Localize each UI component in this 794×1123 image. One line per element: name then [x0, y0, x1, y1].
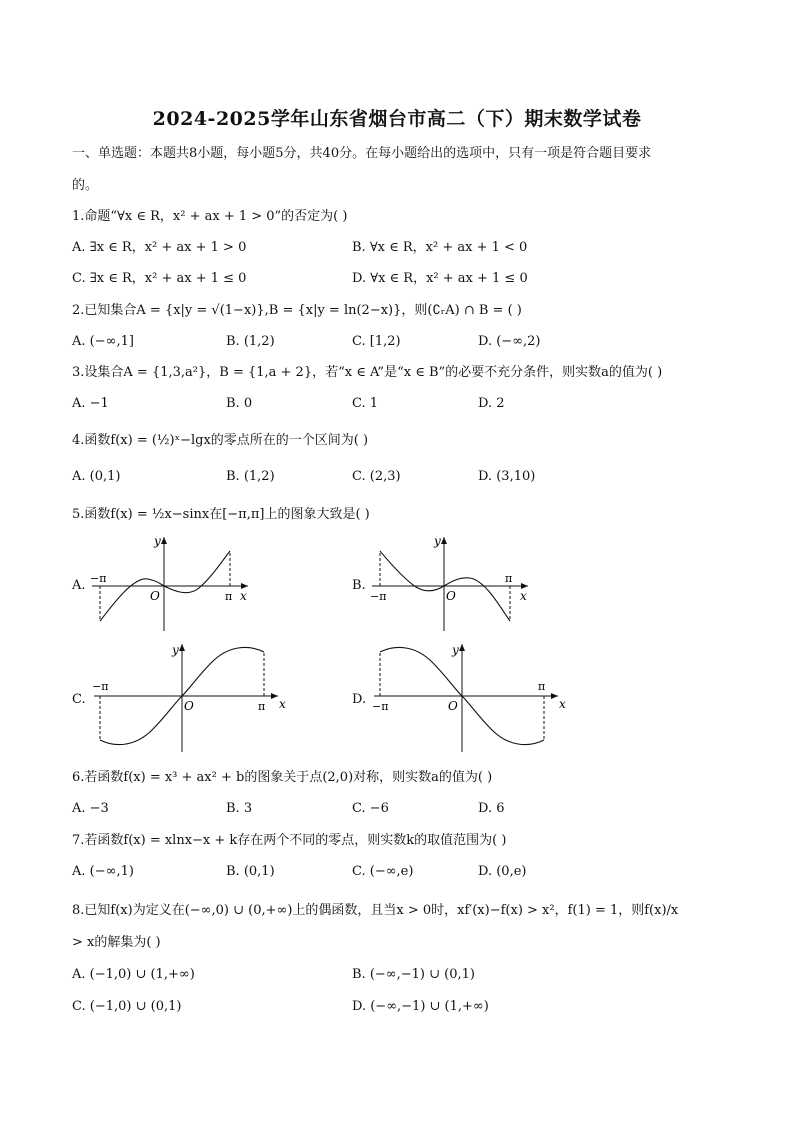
q8-option-b: B. (−∞,−1) ∪ (0,1) [352, 967, 475, 982]
graph-d-neg-pi-tick: −π [372, 700, 389, 713]
q1-option-a: A. ∃x ∈ R，x² + ax + 1 > 0 [72, 240, 247, 255]
graph-b-pi-tick: π [505, 572, 513, 585]
graph-a [84, 533, 254, 633]
q4-option-a: A. (0,1) [72, 469, 121, 484]
graph-b [364, 533, 534, 633]
graph-c-pi-tick: π [258, 700, 266, 713]
graph-a-x-label: x [240, 589, 247, 603]
page-title: 2024-2025学年山东省烟台市高二（下）期末数学试卷 [152, 108, 642, 130]
graph-c-x-label: x [279, 697, 286, 711]
q2-option-b: B. (1,2) [226, 334, 275, 349]
graph-a-origin: O [150, 589, 160, 603]
q7-option-b: B. (0,1) [226, 864, 275, 879]
graph-d [366, 640, 572, 755]
question-1: 1.命题“∀x ∈ R，x² + ax + 1 > 0”的否定为( ) [72, 209, 348, 224]
q4-option-b: B. (1,2) [226, 469, 275, 484]
q6-option-d: D. 6 [478, 801, 505, 816]
question-4: 4.函数f(x) = (½)ˣ−lgx的零点所在的一个区间为( ) [72, 433, 369, 448]
q7-option-a: A. (−∞,1) [72, 864, 134, 879]
q6-option-c: C. −6 [352, 801, 389, 816]
graph-c-label: C. [72, 692, 86, 707]
q3-option-c: C. 1 [352, 396, 379, 411]
graph-c-origin: O [184, 699, 194, 713]
q1-option-d: D. ∀x ∈ R，x² + ax + 1 ≤ 0 [352, 271, 528, 286]
q2-option-a: A. (−∞,1] [72, 334, 134, 349]
q4-option-c: C. (2,3) [352, 469, 401, 484]
q7-option-d: D. (0,e) [478, 864, 527, 879]
graph-d-label: D. [352, 692, 367, 707]
question-5: 5.函数f(x) = ½x−sinx在[−π,π]上的图象大致是( ) [72, 507, 370, 522]
q2-option-c: C. [1,2) [352, 334, 401, 349]
graph-b-x-label: x [520, 589, 527, 603]
graph-b-neg-pi-tick: −π [370, 590, 387, 603]
graph-b-origin: O [446, 589, 456, 603]
question-6: 6.若函数f(x) = x³ + ax² + b的图象关于点(2,0)对称，则实数a的值为( ) [72, 770, 493, 785]
graph-c-y-label: y [172, 643, 179, 657]
question-8-line1: 8.已知f(x)为定义在(−∞,0) ∪ (0,+∞)上的偶函数，且当x > 0时，xf′(x)−f(x) > x²，f(1) = 1，则f(x)/x [72, 903, 679, 918]
question-3: 3.设集合A = {1,3,a²}，B = {1,a + 2}，若“x ∈ A”是“x ∈ B”的必要不充分条件，则实数a的值为( ) [72, 365, 663, 380]
q6-option-b: B. 3 [226, 801, 253, 816]
graph-c [86, 640, 292, 755]
graph-d-origin: O [448, 699, 458, 713]
question-7: 7.若函数f(x) = xlnx−x + k存在两个不同的零点，则实数k的取值范围为( ) [72, 833, 507, 848]
q8-option-d: D. (−∞,−1) ∪ (1,+∞) [352, 999, 489, 1014]
q3-option-b: B. 0 [226, 396, 253, 411]
q6-option-a: A. −3 [72, 801, 109, 816]
graph-a-neg-pi-tick: −π [90, 572, 107, 585]
q8-option-c: C. (−1,0) ∪ (0,1) [72, 999, 182, 1014]
section-instruction-line2: 的。 [72, 178, 99, 193]
question-2: 2.已知集合A = {x|y = √(1−x)},B = {x|y = ln(2−x)}，则(∁ᵣA) ∩ B = ( ) [72, 303, 522, 318]
q7-option-c: C. (−∞,e) [352, 864, 414, 879]
section-instruction-line1: 一、单选题：本题共8小题，每小题5分，共40分。在每小题给出的选项中，只有一项是符合题目要求 [72, 146, 652, 161]
graph-a-pi-tick: π [225, 590, 233, 603]
graph-a-label: A. [72, 578, 86, 593]
graph-b-y-label: y [434, 534, 441, 548]
q3-option-a: A. −1 [72, 396, 109, 411]
graph-a-y-label: y [154, 534, 161, 548]
graph-d-x-label: x [559, 697, 566, 711]
q1-option-c: C. ∃x ∈ R，x² + ax + 1 ≤ 0 [72, 271, 247, 286]
graph-d-pi-tick: π [538, 680, 546, 693]
q1-option-b: B. ∀x ∈ R，x² + ax + 1 < 0 [352, 240, 528, 255]
q3-option-d: D. 2 [478, 396, 505, 411]
q8-option-a: A. (−1,0) ∪ (1,+∞) [72, 967, 195, 982]
graph-b-label: B. [352, 578, 366, 593]
question-8-line2: > x的解集为( ) [72, 935, 161, 950]
graph-c-neg-pi-tick: −π [92, 680, 109, 693]
q2-option-d: D. (−∞,2) [478, 334, 541, 349]
q4-option-d: D. (3,10) [478, 469, 536, 484]
graph-d-y-label: y [452, 643, 459, 657]
